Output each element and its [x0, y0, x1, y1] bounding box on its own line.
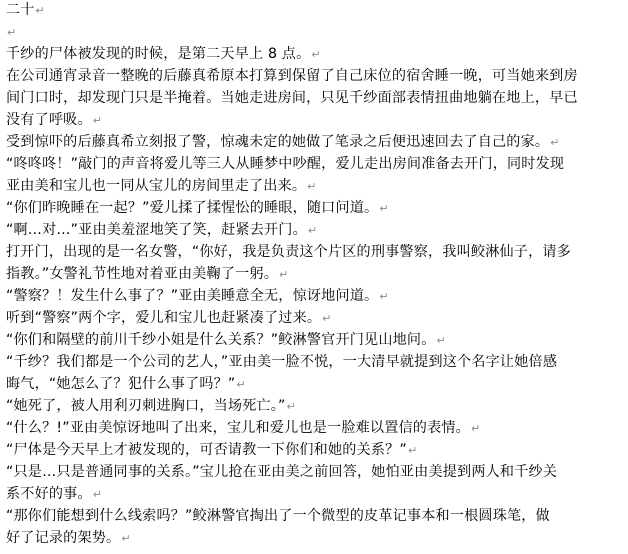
text-line: “只是…只是普通同事的关系。”宝儿抢在亚由美之前回答，她怕亚由美提到两人和千纱关 — [6, 464, 558, 480]
text-line: “尸体是今天早上才被发现的，可否请教一下你们和她的关系？”↵ — [6, 442, 418, 458]
paragraph-mark-icon: ↵ — [307, 224, 318, 237]
text-line: “你们和隔壁的前川千纱小姐是什么关系？”鲛淋警官开门见山地问。↵ — [6, 332, 446, 348]
paragraph-mark-icon: ↵ — [311, 48, 321, 61]
paragraph-mark-icon: ↵ — [407, 444, 418, 457]
text-line: “咚咚咚！”敲门的声音将爱儿等三人从睡梦中吵醒，爱儿走出房间准备去开门，同时发现 — [6, 156, 565, 172]
paragraph-mark-icon: ↵ — [322, 312, 332, 325]
paragraph-mark-icon: ↵ — [470, 422, 481, 435]
text-line: 间门口时，却发现门只是半掩着。当她走进房间，只见千纱面部表情扭曲地躺在地上，早已 — [6, 90, 578, 106]
text-line: “啊…对…”亚由美羞涩地笑了笑，赶紧去开门。↵ — [6, 222, 318, 238]
text-line: 没有了呼吸。↵ — [6, 112, 103, 128]
paragraph-mark-icon: ↵ — [550, 136, 560, 149]
paragraph-mark-icon: ↵ — [92, 114, 103, 127]
text-line: 晦气，“她怎么了？犯什么事了吗？”↵ — [6, 376, 246, 392]
paragraph-mark-icon: ↵ — [279, 268, 289, 281]
paragraph-mark-icon: ↵ — [307, 180, 317, 193]
text-line: “那你们能想到什么线索吗？”鲛淋警官掏出了一个微型的皮革记事本和一根圆珠笔，做 — [6, 508, 550, 524]
text-line: 在公司通宵录音一整晚的后藤真希原本打算到保留了自己床位的宿舍睡一晚，可当她来到房 — [6, 68, 578, 84]
paragraph-mark-icon: ↵ — [92, 488, 103, 501]
chapter-heading: 二十↵ — [6, 2, 45, 18]
text-line: 好了记录的架势。↵ — [6, 530, 131, 546]
paragraph-mark-icon: ↵ — [436, 334, 446, 347]
text-line: 系不好的事。↵ — [6, 486, 103, 502]
paragraph-mark-icon: ↵ — [379, 202, 389, 215]
paragraph-mark-icon: ↵ — [121, 532, 131, 545]
text-line: 千纱的尸体被发现的时候，是第二天早上 8 点。↵ — [6, 46, 321, 62]
paragraph-mark-icon: ↵ — [286, 400, 296, 413]
text-line: “什么？!”亚由美惊讶地叫了出来，宝儿和爱儿也是一脸难以置信的表情。↵ — [6, 420, 481, 436]
text-line: 打开门，出现的是一名女警，“你好，我是负责这个片区的刑事警察，我叫鲛淋仙子，请多 — [6, 244, 571, 260]
text-line: 听到“警察”两个字，爱儿和宝儿也赶紧凑了过来。↵ — [6, 310, 332, 326]
empty-paragraph — [6, 22, 16, 42]
paragraph-mark-icon: ↵ — [7, 26, 17, 39]
text-line: “千纱？我们都是一个公司的艺人，”亚由美一脸不悦，一大清早就提到这个名字让她倍感 — [6, 354, 558, 370]
text-line: 受到惊吓的后藤真希立刻报了警，惊魂未定的她做了笔录之后便迅速回去了自己的家。↵ — [6, 134, 560, 150]
text-line: “她死了，被人用利刃刺进胸口，当场死亡。”↵ — [6, 398, 296, 414]
text-line: 指教。”女警礼节性地对着亚由美鞠了一躬。↵ — [6, 266, 289, 282]
paragraph-mark-icon: ↵ — [35, 4, 45, 17]
paragraph-mark-icon: ↵ — [236, 378, 246, 391]
text-line: “警察？！发生什么事了？”亚由美睡意全无，惊讶地问道。↵ — [6, 288, 389, 304]
text-line: 亚由美和宝儿也一同从宝儿的房间里走了出来。↵ — [6, 178, 317, 194]
text-line: “你们昨晚睡在一起？”爱儿揉了揉惺忪的睡眼，随口问道。↵ — [6, 200, 389, 216]
paragraph-mark-icon: ↵ — [379, 290, 389, 303]
